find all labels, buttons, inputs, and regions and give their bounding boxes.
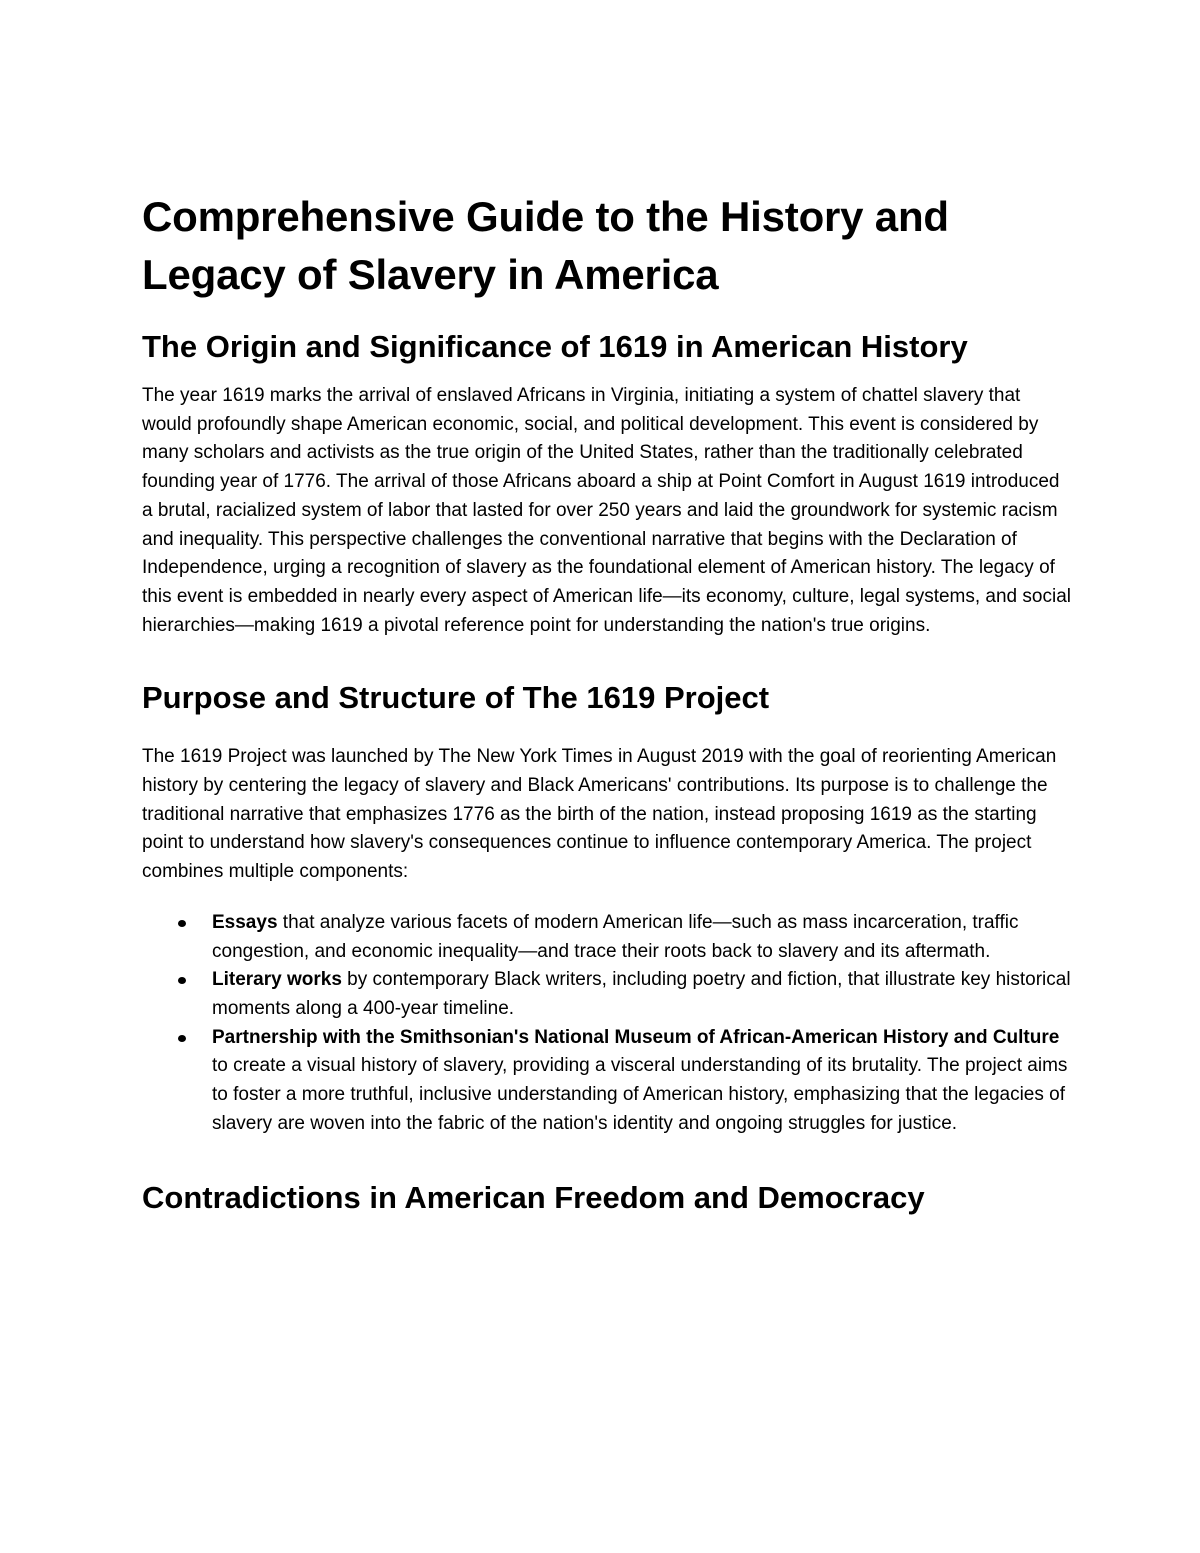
- list-item-text: that analyze various facets of modern American life—such as mass incarceration, traffic congestion, and economic inequality—and trace their roots back to slavery and its aftermath.: [212, 911, 1019, 962]
- list-item: [142, 909, 1072, 966]
- list-item: [142, 1024, 1072, 1139]
- list-item: [142, 966, 1072, 1023]
- section-heading-contradictions: Contradictions in American Freedom and Democracy: [142, 1180, 925, 1216]
- document-title: Comprehensive Guide to the History and Legacy of Slavery in America: [142, 193, 949, 298]
- section-heading-1619-project: Purpose and Structure of The 1619 Project: [142, 680, 770, 716]
- list-item-bold: Literary works: [212, 969, 342, 991]
- bullet-icon: [178, 1035, 186, 1042]
- section-paragraph-1619-origin: The year 1619 marks the arrival of enslaved Africans in Virginia, initiating a system of chattel slavery that would profoundly shape American economic, social, and political development. This event is considered by many scholars and activists as the true origin of the United States, rather than the traditionally celebrated founding year of 1776. The arrival of those Africans aboard a ship at Point Comfort in August 1619 introduced a brutal, racialized system of labor that lasted for over 250 years and laid the groundwork for systemic racism and inequality. This perspective challenges the conventional narrative that begins with the Declaration of Independence, urging a recognition of slavery as the foundational element of American history. The legacy of this event is embedded in nearly every aspect of American life—its economy, culture, legal systems, and social hierarchies—making 1619 a pivotal reference point for understanding the nation's true origins.: [142, 385, 1071, 636]
- project-components-list: [142, 909, 1072, 1139]
- list-item-bold: Partnership with the Smithsonian's National Museum of African-American History and Culture: [212, 1026, 1060, 1048]
- list-item-text: by contemporary Black writers, including poetry and fiction, that illustrate key historical moments along a 400-year timeline.: [212, 969, 1071, 1019]
- bullet-icon: [178, 920, 186, 927]
- bullet-icon: [178, 977, 186, 984]
- list-item-text: to create a visual history of slavery, providing a visceral understanding of its brutality. The project aims to foster a more truthful, inclusive understanding of American history, emphasizing that the legacies of slavery are woven into the fabric of the nation's identity and ongoing struggles for justice.: [212, 1055, 1068, 1134]
- section-paragraph-1619-project: The 1619 Project was launched by The New York Times in August 2019 with the goal of reorienting American history by centering the legacy of slavery and Black Americans' contributions. Its purpose is to challenge the traditional narrative that emphasizes 1776 as the birth of the nation, instead proposing 1619 as the starting point to understand how slavery's consequences continue to influence contemporary America. The project combines multiple components:: [142, 746, 1057, 883]
- document-page: [142, 188, 1072, 1218]
- section-heading-1619-origin: The Origin and Significance of 1619 in American History: [142, 329, 968, 364]
- list-item-bold: Essays: [212, 911, 278, 933]
